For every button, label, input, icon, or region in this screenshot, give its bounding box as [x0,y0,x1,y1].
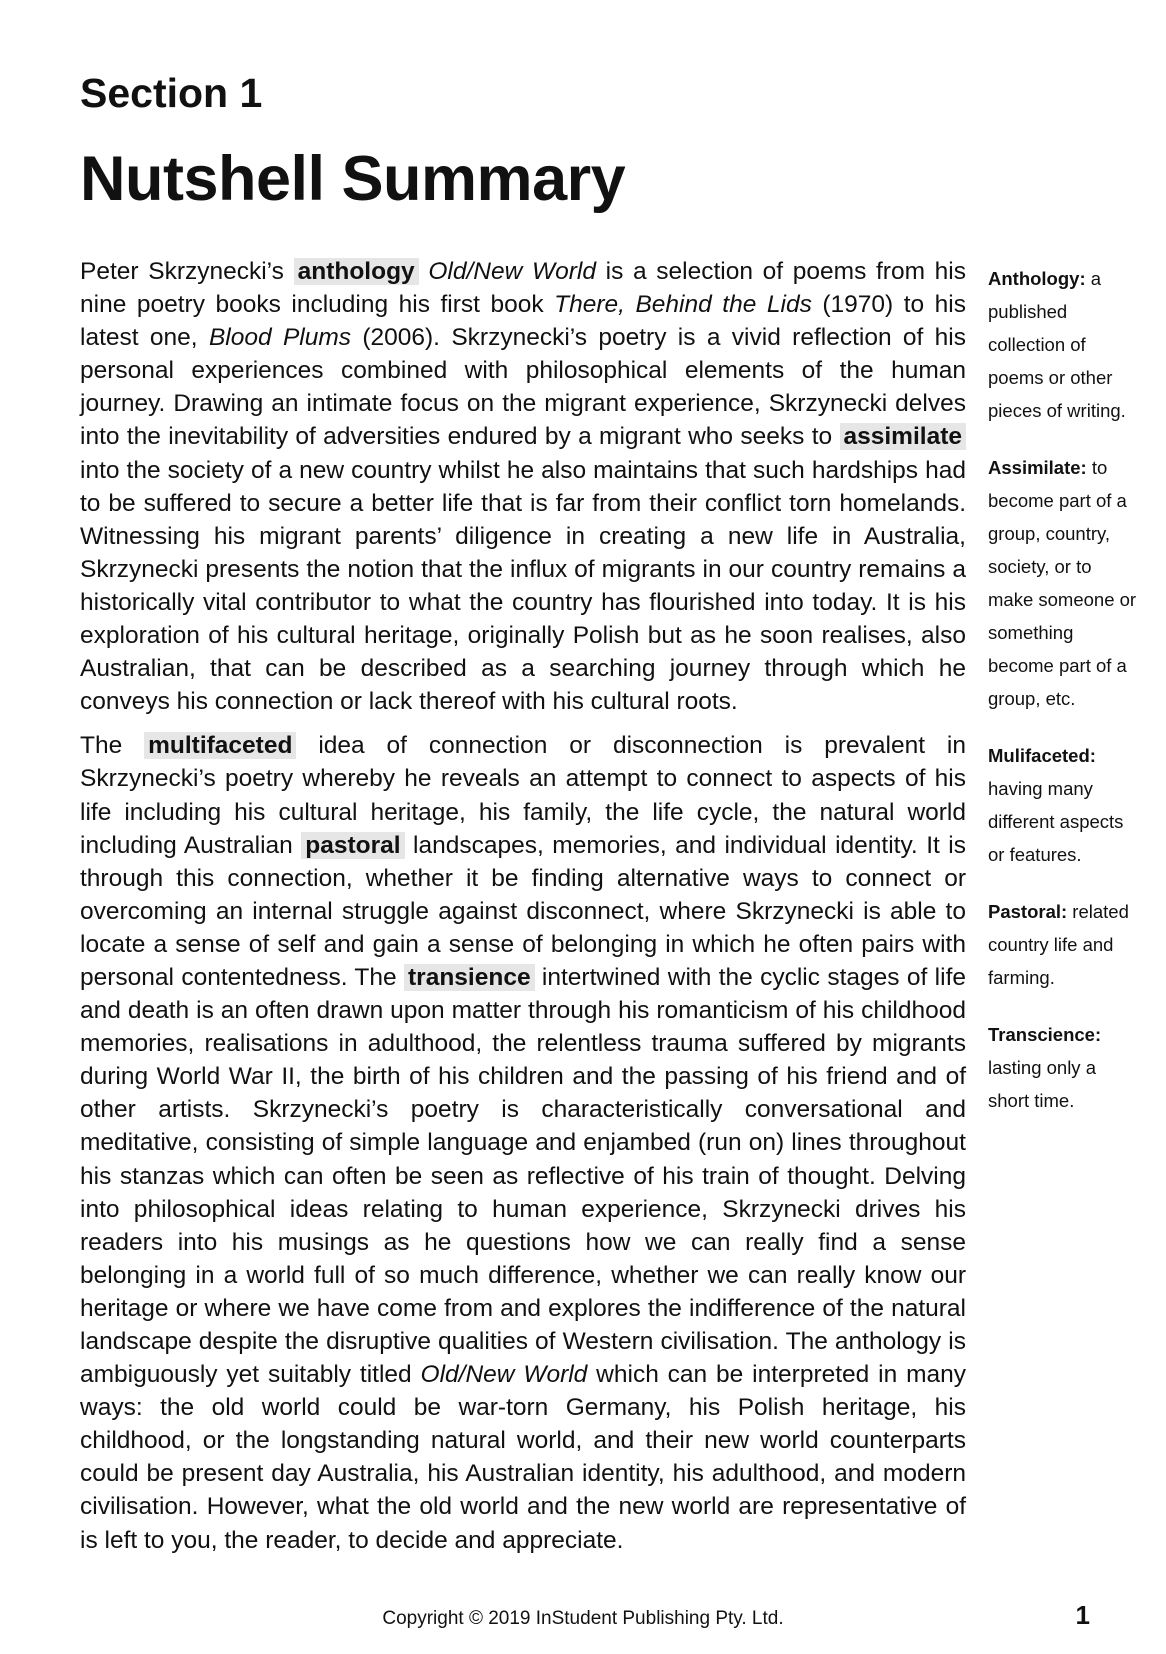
text-run: The [80,732,145,760]
glossary-definition: lasting only a short time. [988,1057,1096,1111]
text-run: intertwined with the cyclic stages of life and death is an often drawn upon matter through his romanticism of his childhood memories, realisations in adulthood, the relentless trauma suffered by migrants during World War II, the birth of his children and the passing of his friend and of other artists. Skrzynecki’s poetry is characteristically conversational and meditative, consisting of simple language and enjambed (run on) lines throughout his stanzas which can often be seen as reflective of his train of thought. Delving into philosophical ideas relating to human experience, Skrzynecki drives his readers into his musings as he questions how we can really find a sense belonging in a world full of so much difference, whether we can really know our heritage or where we have come from and explores the indifference of the natural landscape despite the disruptive qualities of Western civilisation. The anthology is ambiguously yet suitably titled [80,963,967,1389]
footer-copyright: Copyright © 2019 InStudent Publishing Pty. Ltd. [382,1608,784,1629]
glossary-term-highlight: pastoral [301,832,404,859]
paragraph [80,255,966,718]
glossary-definition: having many different aspects or features. [988,778,1124,865]
glossary-definition: to become part of a group, country, society, or to make someone or something become part of a group, etc. [988,457,1137,709]
glossary-term: Pastoral: [988,901,1068,922]
glossary-sidebar [988,262,1138,1141]
glossary-term-highlight: transience [404,964,535,991]
italic-title: Blood Plums [208,324,352,352]
text-run: into the society of a new country whilst he also maintains that such hardships had to be suffered to secure a better life that is far from their conflict torn homelands. Witnessing his migrant parents’ diligence in creating a new life in Australia, Skrzynecki presents the notion that the influx of migrants in our country remains a historically vital contributor to what the country has flourished into today. It is his exploration of his cultural heritage, originally Polish but as he soon realises, also Australian, that can be described as a searching journey through which he conveys his connection or lack thereof with his cultural roots. [80,456,966,716]
glossary-term-highlight: anthology [294,258,419,285]
glossary-entry [988,262,1138,427]
italic-title: Old/New World [420,1361,588,1389]
text-run: which can be interpreted in many ways: the old world could be war-torn Germany, his Polish heritage, his childhood, or the longstanding natural world, and their new world counterparts could be present day Australia, his Australian identity, his adulthood, and modern civilisation. However, what the old world and the new world are representative of is left to you, the reader, to decide and appreciate. [80,1361,967,1554]
page-number: 1 [1075,1600,1090,1630]
glossary-term: Assimilate: [988,457,1087,478]
glossary-definition: related country life and farming. [988,901,1129,988]
paragraph [80,729,966,1556]
glossary-entry [988,1018,1138,1117]
text-run: is a selection of poems from his nine poetry books including his first book [80,258,966,319]
glossary-term: Mulifaceted: [988,745,1096,766]
italic-title: Old/New World [428,258,596,285]
glossary-term: Anthology: [988,268,1086,289]
text-run: idea of connection or disconnection is prevalent in Skrzynecki’s poetry whereby he reveals an attempt to connect to aspects of his life including his cultural heritage, his family, the life cycle, the natural world including Australian [80,732,967,859]
body-text [80,255,966,1557]
glossary-entry [988,895,1138,994]
page-title: Nutshell Summary [80,144,626,214]
glossary-entry [988,739,1138,871]
text-run [419,258,429,285]
text-run: (1970) to his latest one, [80,291,966,352]
glossary-term: Transcience: [988,1024,1102,1045]
text-run: landscapes, memories, and individual identity. It is through this connection, whether it be finding alternative ways to connect or overcoming an internal struggle against disconnect, where Skrzynecki is able to locate a sense of self and gain a sense of belonging in which he often pairs with personal contentedness. The [80,831,966,991]
text-run: (2006). Skrzynecki’s poetry is a vivid reflection of his personal experiences combined with philosophical elements of the human journey. Drawing an intimate focus on the migrant experience, Skrzynecki delves into the inevitability of adversities endured by a migrant who seeks to [80,324,967,451]
glossary-term-highlight: multifaceted [144,732,296,759]
glossary-definition: a published collection of poems or other pieces of writing. [988,268,1126,421]
section-label: Section 1 [80,70,263,116]
text-run: Peter Skrzynecki’s [80,258,294,285]
italic-title: There, Behind the Lids [554,291,812,319]
glossary-term-highlight: assimilate [840,423,967,450]
glossary-entry [988,451,1138,715]
